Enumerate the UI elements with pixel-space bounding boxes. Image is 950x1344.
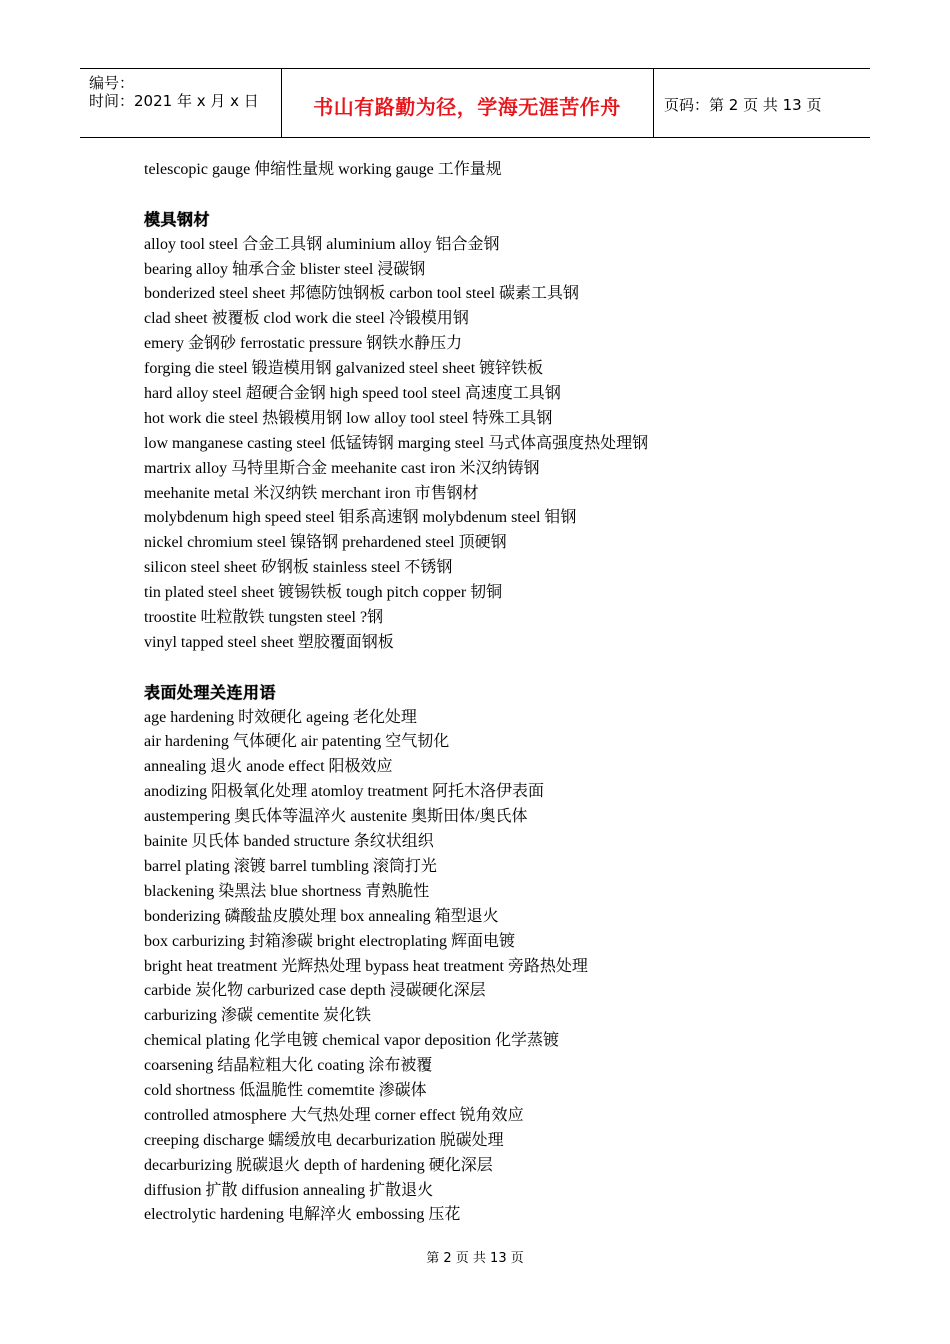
header-right-cell (654, 69, 870, 137)
term-line: blackening 染黑法 blue shortness 青熟脆性 (144, 882, 430, 900)
term-line: box carburizing 封箱渗碳 bright electroplating 辉面电镀 (144, 932, 516, 950)
term-line: carburizing 渗碳 cementite 炭化铁 (144, 1007, 372, 1025)
term-line: low manganese casting steel 低锰铸钢 marging steel 马式体高强度热处理钢 (144, 434, 649, 452)
term-line: controlled atmosphere 大气热处理 corner effect 锐角效应 (144, 1106, 524, 1124)
spacer (144, 656, 844, 681)
term-line: bearing alloy 轴承合金 blister steel 浸碳钢 (144, 260, 426, 278)
term-line: air hardening 气体硬化 air patenting 空气韧化 (144, 733, 450, 751)
term-line: alloy tool steel 合金工具钢 aluminium alloy 铝合金钢 (144, 235, 500, 253)
term-line: bainite 贝氏体 banded structure 条纹状组织 (144, 833, 434, 851)
section-title: 模具钢材 (144, 209, 211, 229)
header-left-cell (80, 69, 282, 137)
term-line: annealing 退火 anode effect 阳极效应 (144, 758, 393, 776)
section-title: 表面处理关连用语 (144, 682, 277, 702)
term-line: decarburizing 脱碳退火 depth of hardening 硬化深层 (144, 1156, 493, 1174)
term-line: troostite 吐粒散铁 tungsten steel ?钢 (144, 609, 384, 627)
term-line: martrix alloy 马特里斯合金 meehanite cast iron 米汉纳铸钢 (144, 459, 540, 477)
term-line: meehanite metal 米汉纳铁 merchant iron 市售钢材 (144, 484, 479, 502)
term-line: diffusion 扩散 diffusion annealing 扩散退火 (144, 1181, 434, 1199)
term-line: bonderized steel sheet 邦德防蚀钢板 carbon tool steel 碳素工具钢 (144, 285, 580, 303)
spacer (144, 183, 844, 208)
header-motto-cell (281, 69, 654, 137)
term-line: hot work die steel 热锻模用钢 low alloy tool steel 特殊工具钢 (144, 409, 553, 427)
sections (144, 208, 844, 1229)
term-line: silicon steel sheet 矽钢板 stainless steel 不锈钢 (144, 559, 453, 577)
term-line: tin plated steel sheet 镀锡铁板 tough pitch copper 韧铜 (144, 584, 503, 602)
page-header (80, 68, 870, 138)
term-line: molybdenum high speed steel 钼系高速钢 molybdenum steel 钼钢 (144, 509, 577, 527)
term-line: bright heat treatment 光辉热处理 bypass heat treatment 旁路热处理 (144, 957, 588, 975)
term-line: coarsening 结晶粒粗大化 coating 涂布被覆 (144, 1057, 433, 1075)
date-label: 时间：2021 年 x 月 x 日 (89, 92, 259, 110)
number-label: 编号： (89, 74, 135, 92)
page-number-label: 页码：第 2 页 共 13 页 (664, 96, 822, 114)
term-line: chemical plating 化学电镀 chemical vapor deposition 化学蒸镀 (144, 1032, 560, 1050)
term-line: austempering 奥氏体等温淬火 austenite 奥斯田体/奥氏体 (144, 808, 528, 826)
term-line: hard alloy steel 超硬合金钢 high speed tool steel 高速度工具钢 (144, 385, 561, 403)
intro-line: telescopic gauge 伸缩性量规 working gauge 工作量规 (144, 161, 502, 178)
term-line: cold shortness 低温脆性 comemtite 渗碳体 (144, 1081, 427, 1099)
term-line: nickel chromium steel 镍铬钢 prehardened steel 顶硬钢 (144, 534, 507, 552)
term-line: anodizing 阳极氧化处理 atomloy treatment 阿托木洛伊表面 (144, 783, 544, 801)
term-line: emery 金钢砂 ferrostatic pressure 钢铁水静压力 (144, 335, 463, 353)
term-line: clad sheet 被覆板 clod work die steel 冷锻模用钢 (144, 310, 469, 328)
term-line: barrel plating 滚镀 barrel tumbling 滚筒打光 (144, 857, 437, 875)
term-line: vinyl tapped steel sheet 塑胶覆面钢板 (144, 633, 394, 651)
document-body (144, 158, 844, 1228)
motto: 书山有路勤为径，学海无涯苦作舟 (313, 95, 621, 119)
page-footer: 第 2 页 共 13 页 (426, 1251, 524, 1266)
term-line: forging die steel 锻造模用钢 galvanized steel sheet 镀锌铁板 (144, 360, 544, 378)
term-line: carbide 炭化物 carburized case depth 浸碳硬化深层 (144, 982, 486, 1000)
term-line: electrolytic hardening 电解淬火 embossing 压花 (144, 1206, 461, 1224)
term-line: age hardening 时效硬化 ageing 老化处理 (144, 708, 417, 726)
term-line: creeping discharge 蠕缓放电 decarburization 脱碳处理 (144, 1131, 504, 1149)
term-line: bonderizing 磷酸盐皮膜处理 box annealing 箱型退火 (144, 907, 499, 925)
